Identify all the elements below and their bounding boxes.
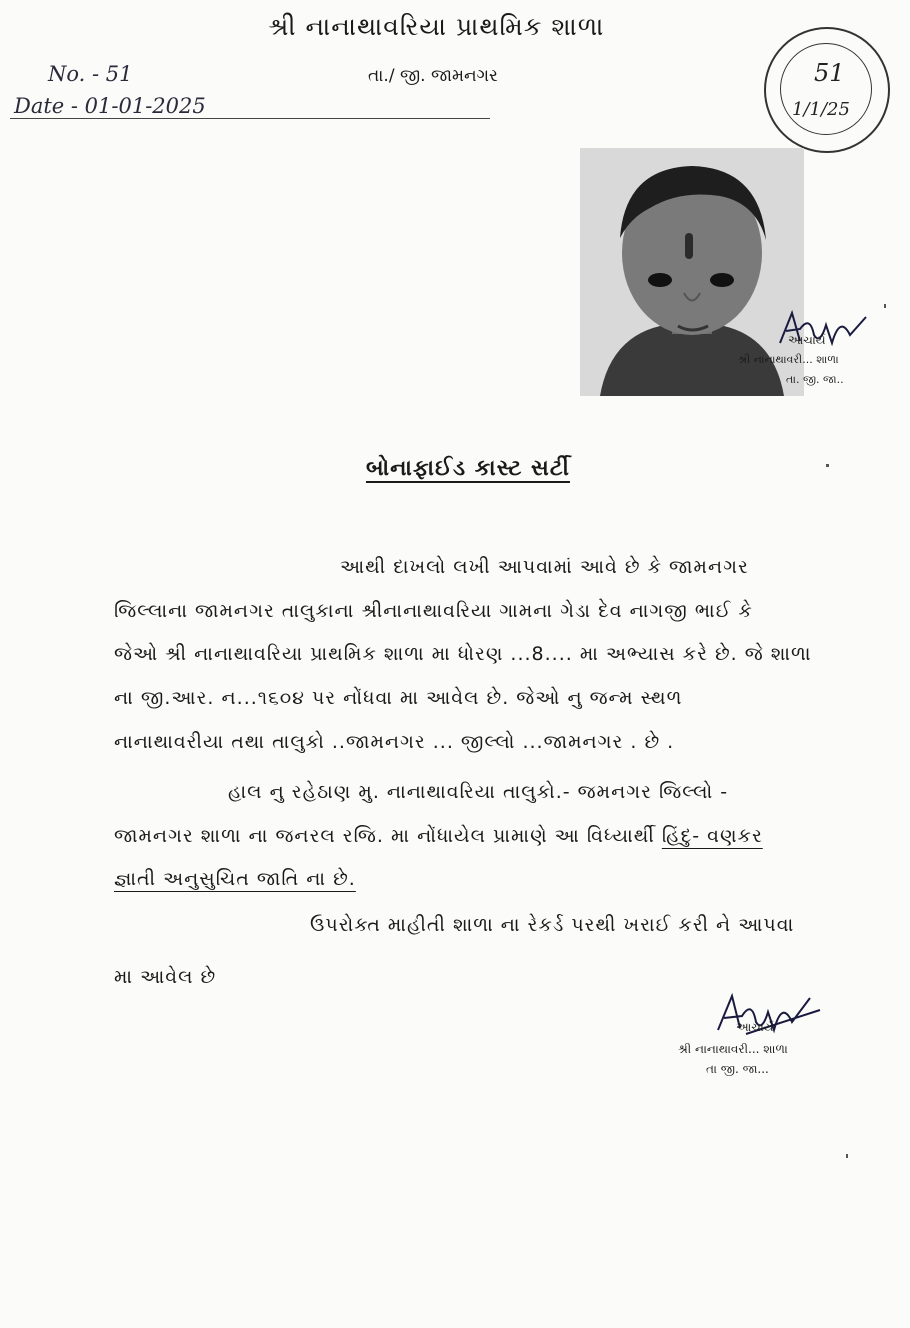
school-stamp: [764, 27, 890, 153]
body-line-7-text: જામનગર શાળા ના જનરલ રજિ. મા નોંધાયેલ પ્રામાણે આ વિધ્યાર્થી: [114, 825, 662, 847]
stamp-date: 1/1/25: [792, 99, 850, 120]
certificate-number: No. - 51: [48, 62, 133, 86]
photo-signature: [730, 305, 880, 395]
body-line-7: [114, 825, 763, 847]
stamp-inner-ring: [780, 43, 872, 135]
body-line-9: ઉપરોક્ત માહીતી શાળા ના રેકર્ડ પરથી ખરાઈ કરી ને આપવા: [310, 914, 795, 936]
speck: [846, 1154, 848, 1158]
photo-signature-school: શ્રી નાનાથાવરી... શાળા: [738, 353, 839, 366]
caste-religion: હિંદુ- વણકર: [661, 825, 763, 847]
photo-signature-role: આચાર્ય: [788, 333, 826, 347]
caste-category: જ્ઞાતી અનુસુચિત જાતિ ના છે.: [114, 868, 356, 890]
body-line-5: નાનાથાવરીયા તથા તાલુકો ..જામનગર ... જીલ્લો ...જામનગર . છે .: [114, 731, 675, 753]
speck: [884, 304, 886, 308]
date-underline: [10, 118, 490, 119]
body-line-10: મા આવેલ છે: [114, 966, 217, 988]
certificate-title: બોનાફાઈડ કાસ્ટ સર્ટી: [366, 456, 570, 481]
body-line-2: જિલ્લાના જામનગર તાલુકાના શ્રીનાનાથાવરિયા ગામના ગેડા દેવ નાગજી ભાઈ કે: [114, 600, 753, 622]
certificate-date: Date - 01-01-2025: [14, 94, 206, 118]
body-line-4: ના જી.આર. ન...૧૬૦૪ પર નોંધવા મા આવેલ છે. જેઓ નુ જન્મ સ્થળ: [114, 687, 683, 709]
signature-place: તા જી. જા...: [706, 1062, 769, 1076]
speck: [826, 464, 829, 467]
school-address: તા./ જી. જામનગર: [368, 66, 498, 86]
stamp-number: 51: [814, 59, 845, 87]
body-line-1: આથી દાખલો લખી આપવામાં આવે છે કે જામનગર: [340, 556, 749, 578]
photo-signature-place: તા. જી. જા..: [786, 373, 844, 386]
body-line-6: હાલ નુ રહેઠાણ મુ. નાનાથાવરિયા તાલુકો.- જમનગર જિલ્લો -: [228, 781, 729, 803]
signature-school: શ્રી નાનાથાવરી... શાળા: [678, 1042, 788, 1056]
principal-signature: [670, 990, 870, 1080]
signature-role: આચાર્ય: [736, 1020, 774, 1034]
body-line-3: જેઓ શ્રી નાનાથાવરિયા પ્રાથમિક શાળા મા ધોરણ ...8.... મા અભ્યાસ કરે છે. જે શાળા: [114, 643, 812, 665]
school-name: શ્રી નાનાથાવરિયા પ્રાથમિક શાળા: [268, 12, 605, 41]
